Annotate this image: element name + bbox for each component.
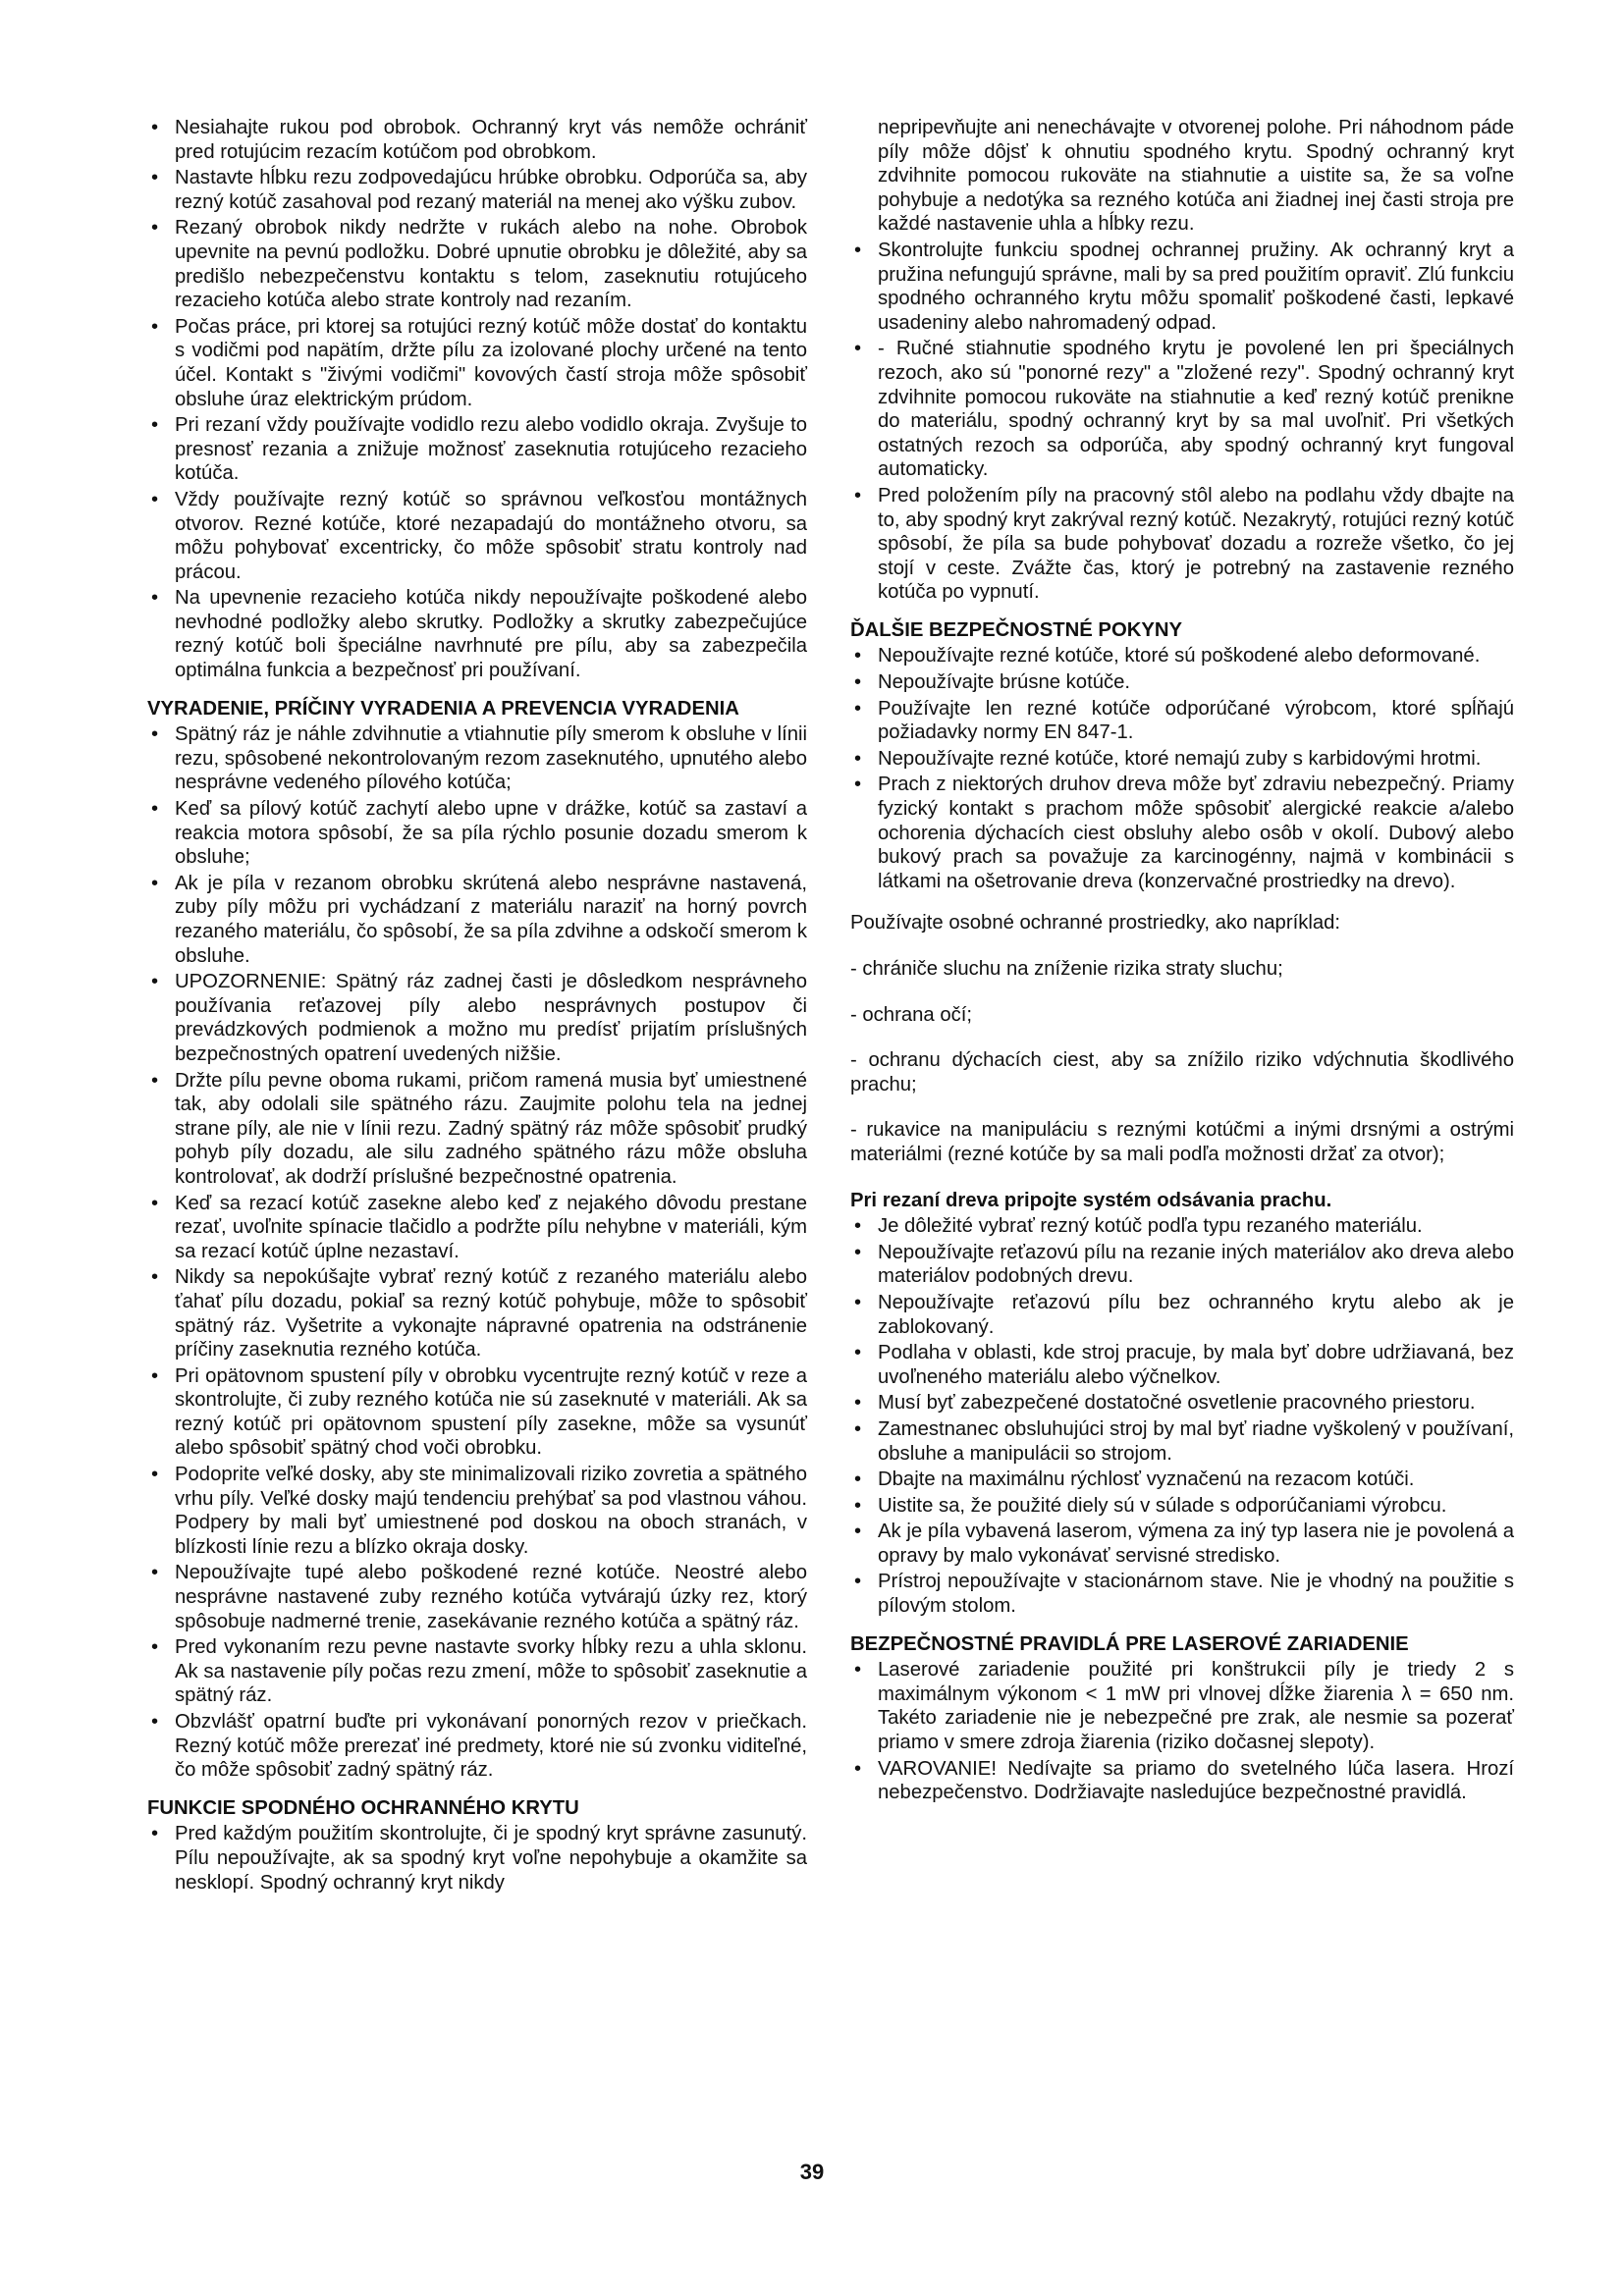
list-item: • Je dôležité vybrať rezný kotúč podľa typu rezaného materiálu. bbox=[850, 1214, 1514, 1239]
intro-safety-list bbox=[147, 116, 807, 683]
list-item: • UPOZORNENIE: Spätný ráz zadnej časti je dôsledkom nesprávneho používania reťazovej píly alebo nesprávnych postupov či prevádzkových podmienok a možno mu predísť prijatím príslušných bezpečnostných opatrení uvedených nižšie. bbox=[147, 970, 807, 1066]
list-item: • Rezaný obrobok nikdy nedržte v rukách alebo na nohe. Obrobok upevnite na pevnú podložku. Dobré upnutie obrobku je dôležité, aby sa predišlo nebezpečenstvu kontaktu s telom, zaseknutiu rotujúceho rezacieho kotúča alebo strate kontroly nad rezaním. bbox=[147, 216, 807, 312]
list-item: • Obzvlášť opatrní buďte pri vykonávaní ponorných rezov v priečkach. Rezný kotúč môže prerezať iné predmety, ktoré nie sú zvonku viditeľné, čo môže spôsobiť zadný spätný ráz. bbox=[147, 1710, 807, 1783]
list-item: • Skontrolujte funkciu spodnej ochrannej pružiny. Ak ochranný kryt a pružina nefungujú správne, mali by sa pred použitím opraviť. Zlú funkciu spodného ochranného krytu môžu spomaliť poškodené časti, lepkavé usadeniny alebo nahromadený odpad. bbox=[850, 239, 1514, 335]
list-item: • Na upevnenie rezacieho kotúča nikdy nepoužívajte poškodené alebo nevhodné podložky alebo skrutky. Podložky a skrutky zabezpečujúce rezný kotúč boli špeciálne navrhnuté pre pílu, aby sa zabezpečila optimálna funkcia a bezpečnosť pri používaní. bbox=[147, 586, 807, 682]
right-column bbox=[850, 116, 1514, 1807]
list-item: • Nikdy sa nepokúšajte vybrať rezný kotúč z rezaného materiálu alebo ťahať pílu dozadu, pokiaľ sa rezný kotúč pohybuje, môže to spôsobiť spätný ráz. Vyšetrite a vykonajte nápravné opatrenia na odstránenie príčiny zaseknutia rezného kotúča. bbox=[147, 1265, 807, 1362]
list-item: • Keď sa rezací kotúč zasekne alebo keď z nejakého dôvodu prestane rezať, uvoľnite spínacie tlačidlo a podržte pílu nehybne v materiáli, kým sa rezací kotúč úplne nezastaví. bbox=[147, 1192, 807, 1264]
list-item: • Spätný ráz je náhle zdvihnutie a vtiahnutie píly smerom k obsluhe v línii rezu, spôsobené nekontrolovaným rezom zaseknutého, upnutého alebo nesprávne vedeného pílového kotúča; bbox=[147, 722, 807, 795]
dust-extraction-heading: Pri rezaní dreva pripojte systém odsávania prachu. bbox=[850, 1189, 1332, 1211]
further-safety-heading: ĎALŠIE BEZPEČNOSTNÉ POKYNY bbox=[850, 618, 1183, 641]
list-item: • Nastavte hĺbku rezu zodpovedajúcu hrúbke obrobku. Odporúča sa, aby rezný kotúč zasahoval pod rezaný materiál na menej ako výšku zubov. bbox=[147, 166, 807, 214]
laser-safety-list bbox=[850, 1658, 1514, 1805]
ppe-item: - ochrana očí; bbox=[850, 1003, 973, 1026]
lower-guard-continuation: nepripevňujte ani nenechávajte v otvorenej polohe. Pri náhodnom páde píly môže dôjsť k ohnutiu spodného krytu. Spodný ochranný kryt zdvihnite pomocou rukoväte na stiahnutie a uistite sa, že sa voľne pohybuje a nedotýka sa rezného kotúča ani žiadnej inej časti stroja pre každé nastavenie uhla a hĺbky rezu. bbox=[878, 117, 1514, 236]
list-item: • Ak je píla vybavená laserom, výmena za iný typ lasera nie je povolená a opravy by malo vykonávať servisné stredisko. bbox=[850, 1520, 1514, 1568]
list-item: • Pred každým použitím skontrolujte, či je spodný kryt správne zasunutý. Pílu nepoužívajte, ak sa spodný kryt voľne nepohybuje a okamžite sa nesklopí. Spodný ochranný kryt nikdy bbox=[147, 1822, 807, 1895]
list-item: • Pri opätovnom spustení píly v obrobku vycentrujte rezný kotúč v reze a skontrolujte, či zuby rezného kotúča nie sú zaseknuté v materiáli. Ak sa rezný kotúč pri opätovnom spustení píly zasekne, môže sa vysunúť alebo spôsobiť spätný chod voči obrobku. bbox=[147, 1364, 807, 1461]
list-item: • Musí byť zabezpečené dostatočné osvetlenie pracovného priestoru. bbox=[850, 1391, 1514, 1415]
ppe-item: - chrániče sluchu na zníženie rizika straty sluchu; bbox=[850, 958, 1283, 980]
list-item: • Používajte len rezné kotúče odporúčané výrobcom, ktoré spĺňajú požiadavky normy EN 847-1. bbox=[850, 697, 1514, 745]
list-item: • - Ručné stiahnutie spodného krytu je povolené len pri špeciálnych rezoch, ako sú "ponorné rezy" a "zložené rezy". Spodný ochranný kryt zdvihnite pomocou rukoväte na stiahnutie a keď rezný kotúč prenikne do materiálu, spodný ochranný kryt by sa mal uvoľniť. Pri všetkých ostatných rezoch sa odporúča, aby spodný ochranný kryt fungoval automaticky. bbox=[850, 337, 1514, 482]
ppe-item: - rukavice na manipuláciu s reznými kotúčmi a inými drsnými a ostrými materiálmi (rezné kotúče by sa mali podľa možnosti držať za otvor); bbox=[850, 1119, 1514, 1165]
further-safety-list bbox=[850, 644, 1514, 893]
kickback-heading: VYRADENIE, PRÍČINY VYRADENIA A PREVENCIA VYRADENIA bbox=[147, 697, 739, 720]
list-item: • VAROVANIE! Nedívajte sa priamo do svetelného lúča lasera. Hrozí nebezpečenstvo. Dodržiavajte nasledujúce bezpečnostné pravidlá. bbox=[850, 1757, 1514, 1805]
list-item: • Nepoužívajte reťazovú pílu bez ochranného krytu alebo ak je zablokovaný. bbox=[850, 1291, 1514, 1339]
list-item: • Laserové zariadenie použité pri konštrukcii píly je triedy 2 s maximálnym výkonom < 1 mW pri vlnovej dĺžke žiarenia λ = 650 nm. Takéto zariadenie nie je nebezpečné pre zrak, ale nesmie sa pozerať priamo v smere zdroja žiarenia (riziko dočasnej slepoty). bbox=[850, 1658, 1514, 1754]
list-item: • Pri rezaní vždy používajte vodidlo rezu alebo vodidlo okraja. Zvyšuje to presnosť rezania a znižuje možnosť zaseknutia rotujúceho rezacieho kotúča. bbox=[147, 413, 807, 486]
list-item: • Držte pílu pevne oboma rukami, pričom ramená musia byť umiestnené tak, aby odolali sile spätného rázu. Zaujmite polohu tela na jednej strane píly, ale nie v línii rezu. Zadný spätný ráz môže spôsobiť prudký pohyb píly dozadu, ale silu zadného spätného rázu môže obsluha kontrolovať, ak dodrží príslušné bezpečnostné opatrenia. bbox=[147, 1069, 807, 1190]
list-item: • Nepoužívajte brúsne kotúče. bbox=[850, 670, 1514, 695]
list-item: • Pred položením píly na pracovný stôl alebo na podlahu vždy dbajte na to, aby spodný kryt zakrýval rezný kotúč. Nezakrytý, rotujúci rezný kotúč spôsobí, že píla sa bude pohybovať dozadu a rozreže všetko, čo jej stojí v ceste. Zvážte čas, ktorý je potrebný na zastavenie rezného kotúča po vypnutí. bbox=[850, 484, 1514, 605]
list-item: • Nepoužívajte rezné kotúče, ktoré sú poškodené alebo deformované. bbox=[850, 644, 1514, 668]
list-item: • Podlaha v oblasti, kde stroj pracuje, by mala byť dobre udržiavaná, bez uvoľneného materiálu alebo výčnelkov. bbox=[850, 1341, 1514, 1389]
list-item: • Počas práce, pri ktorej sa rotujúci rezný kotúč môže dostať do kontaktu s vodičmi pod napätím, držte pílu za izolované plochy určené na tento účel. Kontakt s "živými vodičmi" kovových častí stroja môže spôsobiť obsluhe úraz elektrickým prúdom. bbox=[147, 315, 807, 411]
list-item: • Podoprite veľké dosky, aby ste minimalizovali riziko zovretia a spätného vrhu píly. Veľké dosky majú tendenciu prehýbať sa pod vlastnou váhou. Podpery by mali byť umiestnené pod doskou na oboch stranách, v blízkosti línie rezu a blízko okraja dosky. bbox=[147, 1463, 807, 1559]
lower-guard-list bbox=[147, 1822, 807, 1895]
list-item: • Prístroj nepoužívajte v stacionárnom stave. Nie je vhodný na použitie s pílovým stolom. bbox=[850, 1570, 1514, 1618]
page-number: 39 bbox=[799, 2160, 825, 2184]
laser-safety-heading: BEZPEČNOSTNÉ PRAVIDLÁ PRE LASEROVÉ ZARIADENIE bbox=[850, 1632, 1409, 1655]
ppe-intro: Používajte osobné ochranné prostriedky, ako napríklad: bbox=[850, 912, 1341, 934]
ppe-item: - ochranu dýchacích ciest, aby sa znížilo riziko vdýchnutia škodlivého prachu; bbox=[850, 1049, 1514, 1095]
kickback-list bbox=[147, 722, 807, 1783]
lower-guard-heading: FUNKCIE SPODNÉHO OCHRANNÉHO KRYTU bbox=[147, 1796, 579, 1819]
list-item: • Vždy používajte rezný kotúč so správnou veľkosťou montážnych otvorov. Rezné kotúče, ktoré nezapadajú do montážneho otvoru, sa môžu pohybovať excentricky, čo môže spôsobiť stratu kontroly nad prácou. bbox=[147, 488, 807, 584]
dust-extraction-list bbox=[850, 1214, 1514, 1619]
list-item: • Ak je píla v rezanom obrobku skrútená alebo nesprávne nastavená, zuby píly môžu pri vychádzaní z materiálu naraziť na horný povrch rezaného materiálu, čo spôsobí, že sa píla zdvihne a odskočí smerom k obsluhe. bbox=[147, 872, 807, 968]
list-item: • Nepoužívajte tupé alebo poškodené rezné kotúče. Neostré alebo nesprávne nastavené zuby rezného kotúča vytvárajú úzky rez, ktorý spôsobuje nadmerné trenie, zasekávanie rezného kotúča a spätný ráz. bbox=[147, 1561, 807, 1633]
list-item: • Nesiahajte rukou pod obrobok. Ochranný kryt vás nemôže ochrániť pred rotujúcim rezacím kotúčom pod obrobkom. bbox=[147, 116, 807, 164]
list-item: • Zamestnanec obsluhujúci stroj by mal byť riadne vyškolený v používaní, obsluhe a manipulácii so strojom. bbox=[850, 1417, 1514, 1466]
list-item: • Pred vykonaním rezu pevne nastavte svorky hĺbky rezu a uhla sklonu. Ak sa nastavenie píly počas rezu zmení, môže to spôsobiť zaseknutie a spätný ráz. bbox=[147, 1635, 807, 1708]
list-item: • Prach z niektorých druhov dreva môže byť zdraviu nebezpečný. Priamy fyzický kontakt s prachom môže spôsobiť alergické reakcie a/alebo ochorenia dýchacích ciest obsluhy alebo osôb v okolí. Dubový alebo bukový prach sa považuje za karcinogénny, najmä v kombinácii s látkami na ošetrovanie dreva (konzervačné prostriedky na drevo). bbox=[850, 773, 1514, 893]
list-item: • Nepoužívajte reťazovú pílu na rezanie iných materiálov ako dreva alebo materiálov podobných drevu. bbox=[850, 1241, 1514, 1289]
list-item: • Keď sa pílový kotúč zachytí alebo upne v drážke, kotúč sa zastaví a reakcia motora spôsobí, že sa píla rýchlo posunie dozadu smerom k obsluhe; bbox=[147, 797, 807, 870]
lower-guard-list-continued bbox=[850, 239, 1514, 605]
list-item: • Nepoužívajte rezné kotúče, ktoré nemajú zuby s karbidovými hrotmi. bbox=[850, 747, 1514, 772]
list-item: • Uistite sa, že použité diely sú v súlade s odporúčaniami výrobcu. bbox=[850, 1494, 1514, 1519]
left-column bbox=[147, 116, 807, 1896]
list-item: • Dbajte na maximálnu rýchlosť vyznačenú na rezacom kotúči. bbox=[850, 1468, 1514, 1492]
